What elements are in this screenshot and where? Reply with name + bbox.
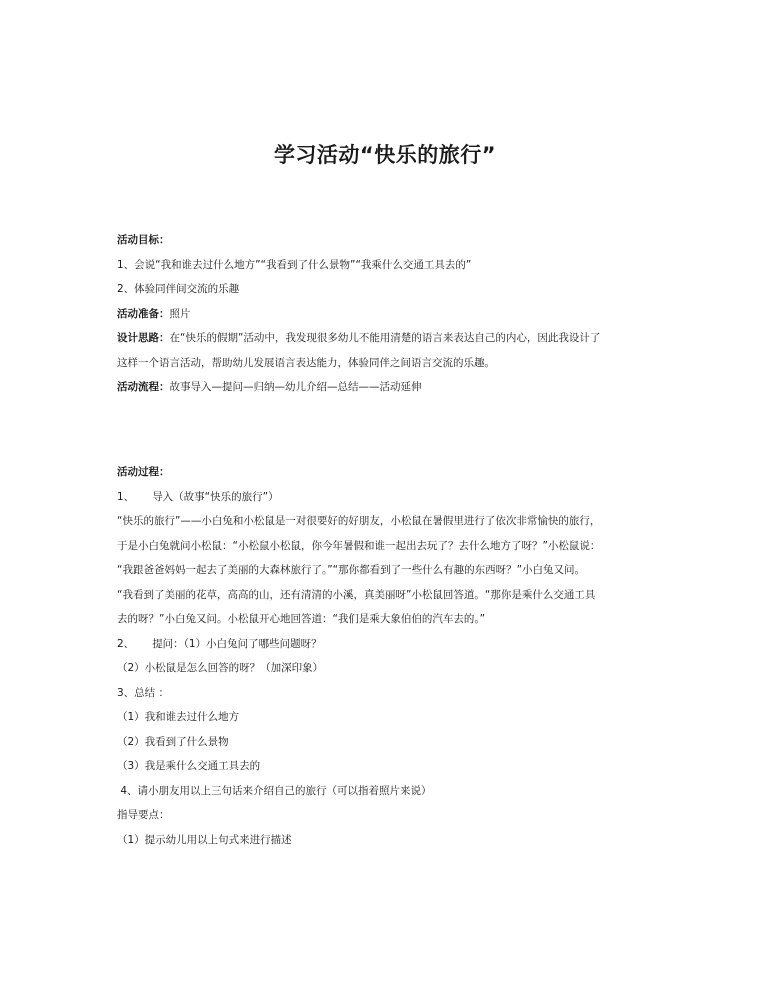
step-2-text: 提问：（1）小白兔问了哪些问题呀？ <box>152 637 322 650</box>
prep-label: 活动准备： <box>117 307 170 320</box>
design-line-1 <box>117 326 662 351</box>
summary-item-1: （1）我和谁去过什么地方 <box>117 711 240 723</box>
step-1-number: 1、 <box>117 490 135 503</box>
story-line-2: 于是小白兔就问小松鼠：“小松鼠小松鼠，你今年暑假和谁一起出去玩了？去什么地方了呀？”小松鼠说： <box>117 539 601 552</box>
guide-item-1: （1）提示幼儿用以上句式来进行描述 <box>117 833 292 846</box>
goals-label: 活动目标： <box>117 234 170 246</box>
story-line-4: “我看到了美丽的花草，高高的山，还有清清的小溪，真美丽呀”小松鼠回答道。“那你是乘什么交通工具 <box>117 588 596 601</box>
step-4-line: 4、请小朋友用以上三句话来介绍自己的旅行（可以指着照片来说） <box>117 784 432 797</box>
process-label: 活动过程： <box>117 466 170 478</box>
summary-item-2: （2）我看到了什么景物 <box>117 735 229 748</box>
summary-item-3: （3）我是乘什么交通工具去的 <box>117 760 261 772</box>
document-title: 学习活动“快乐的旅行” <box>273 143 497 167</box>
design-label: 设计思路： <box>117 332 170 344</box>
story-line-1: “快乐的旅行”——小白兔和小松鼠是一对很要好的好朋友，小松鼠在暑假里进行了依次非常愉快的旅行， <box>117 515 601 527</box>
step-2-sub: （2）小松鼠是怎么回答的呀？（加深印象） <box>117 662 324 674</box>
guide-label: 指导要点： <box>117 809 170 821</box>
step-2-line <box>117 632 662 657</box>
step-1-text: 导入（故事“快乐的旅行”） <box>152 490 279 503</box>
step-3-line: 3、总结 ： <box>117 686 170 699</box>
flow-label: 活动流程： <box>117 381 170 393</box>
goal-item-2: 2、体验同伴间交流的乐趣 <box>117 283 240 295</box>
flow-line <box>117 375 662 400</box>
prep-text: 照片 <box>169 307 191 320</box>
story-line-3: “我跟爸爸妈妈一起去了美丽的大森林旅行了。”“那你都看到了一些什么有趣的东西呀？”小白兔又问。 <box>117 564 586 576</box>
step-2-number: 2、 <box>117 637 135 650</box>
flow-text: 故事导入—提问—归纳—幼儿介绍—总结——活动延伸 <box>169 381 422 393</box>
activity-intro-section <box>117 228 662 400</box>
activity-process-section <box>117 460 662 852</box>
goal-item-1: 1、会说“我和谁去过什么地方”“我看到了什么景物”“我乘什么交通工具去的” <box>117 258 472 271</box>
design-text-1: 在“快乐的假期”活动中，我发现很多幼儿不能用清楚的语言来表达自己的内心，因此我设计了 <box>169 332 601 344</box>
step-1-line <box>117 485 662 510</box>
design-line-2: 这样一个语言活动，帮助幼儿发展语言表达能力，体验同伴之间语言交流的乐趣。 <box>117 356 495 369</box>
goals-heading <box>117 228 662 253</box>
prep-line <box>117 302 662 327</box>
process-heading <box>117 460 662 485</box>
story-line-5: 去的呀？”小白兔又问。小松鼠开心地回答道：“我们是乘大象伯伯的汽车去的。” <box>117 613 486 625</box>
